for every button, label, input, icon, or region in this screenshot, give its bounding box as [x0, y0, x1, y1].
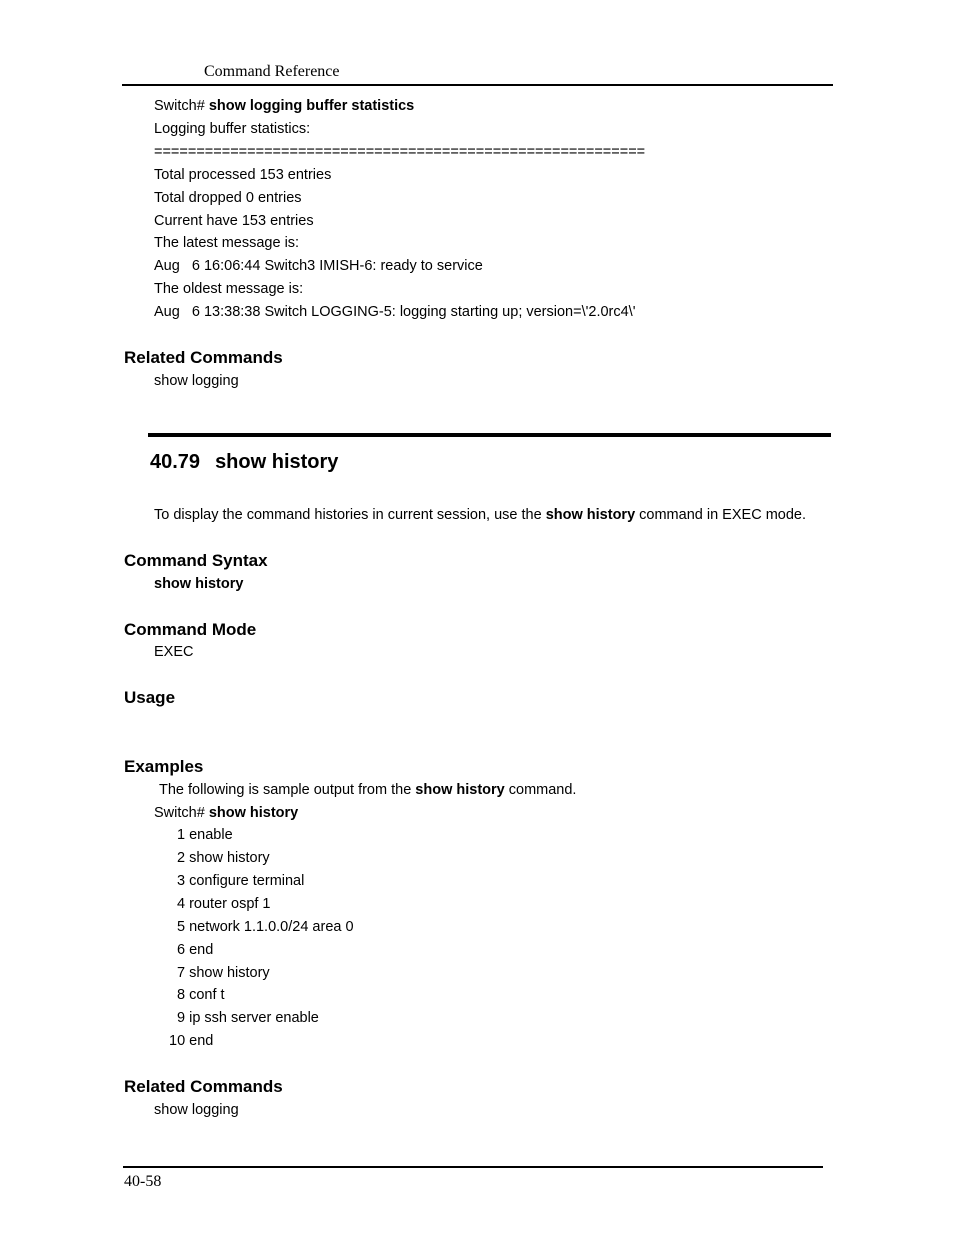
output-line: Current have 153 entries: [154, 213, 314, 229]
output-line: The oldest message is:: [154, 281, 304, 297]
examples-intro-end: command.: [504, 782, 577, 798]
section-number: 40.79: [150, 451, 201, 473]
example-prompt: Switch#: [154, 805, 205, 821]
page-number: 40-58: [124, 1173, 162, 1190]
output-line: The latest message is:: [154, 235, 300, 251]
output-line: Aug 6 16:06:44 Switch3 IMISH-6: ready to service: [154, 258, 483, 274]
related-command-item: show logging: [154, 1102, 239, 1118]
output-line: Aug 6 13:38:38 Switch LOGGING-5: logging starting up; version=\'2.0rc4\': [154, 304, 636, 320]
usage-heading: Usage: [124, 688, 176, 707]
history-line: 10 end: [169, 1033, 214, 1049]
related-commands-heading: Related Commands: [124, 1077, 283, 1096]
header-rule: [122, 84, 833, 86]
output-line: Total dropped 0 entries: [154, 190, 302, 206]
related-commands-heading: Related Commands: [124, 348, 283, 367]
history-line: 7 show history: [177, 965, 270, 981]
intro-text: To display the command histories in current session, use the: [154, 507, 546, 523]
output-line: Logging buffer statistics:: [154, 121, 311, 137]
history-line: 8 conf t: [177, 987, 225, 1003]
history-line: 2 show history: [177, 850, 270, 866]
section-intro: [154, 506, 806, 524]
footer-rule: [123, 1166, 823, 1168]
examples-heading: Examples: [124, 757, 204, 776]
command-syntax-heading: Command Syntax: [124, 551, 268, 570]
command-mode-value: EXEC: [154, 644, 194, 660]
running-header: Command Reference: [204, 63, 340, 80]
section-rule: [148, 433, 831, 437]
history-line: 9 ip ssh server enable: [177, 1010, 319, 1026]
command-syntax-value: show history: [154, 576, 244, 592]
example-command-line: [154, 97, 414, 115]
related-command-item: show logging: [154, 373, 239, 389]
example-command: show logging buffer statistics: [208, 98, 415, 114]
history-line: 6 end: [177, 942, 214, 958]
example-prompt: Switch#: [154, 98, 205, 114]
intro-command: show history: [545, 507, 636, 523]
history-line: 5 network 1.1.0.0/24 area 0: [177, 919, 354, 935]
example-command-line: [154, 804, 298, 822]
intro-text-end: command in EXEC mode.: [635, 507, 806, 523]
examples-intro-command: show history: [415, 782, 505, 798]
examples-intro: [159, 781, 576, 799]
history-line: 1 enable: [177, 827, 233, 843]
history-line: 3 configure terminal: [177, 873, 305, 889]
section-name: show history: [215, 451, 339, 473]
command-mode-heading: Command Mode: [124, 620, 257, 639]
history-line: 4 router ospf 1: [177, 896, 271, 912]
output-line: Total processed 153 entries: [154, 167, 332, 183]
section-title: [150, 450, 338, 474]
output-line: ==========================================================: [154, 144, 646, 160]
examples-intro-text: The following is sample output from the: [159, 782, 416, 798]
example-command: show history: [208, 805, 299, 821]
